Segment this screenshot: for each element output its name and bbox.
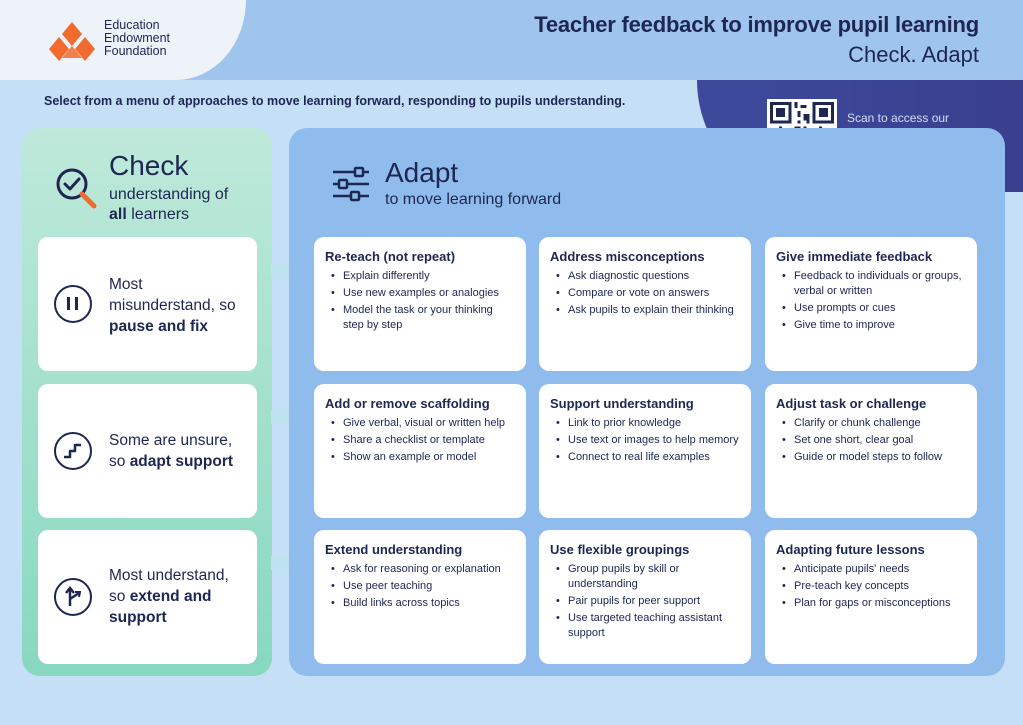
extend-line3	[109, 607, 229, 628]
branch-arrow-icon	[54, 578, 92, 616]
extend-line1: Most understand,	[109, 567, 229, 584]
pause-bold: pause and fix	[109, 318, 209, 335]
stairs-icon	[54, 432, 92, 470]
adapt-card-list	[325, 416, 516, 465]
adapt-card-title: Use flexible groupings	[550, 542, 690, 557]
magnifier-check-icon	[54, 166, 98, 210]
adapt-card-item: • Share a checklist or template	[325, 433, 516, 448]
check-card-extend-text	[109, 565, 229, 628]
adapt-card-title: Give immediate feedback	[776, 249, 933, 264]
adapt-card-item: • Plan for gaps or misconceptions	[776, 596, 967, 611]
check-card-pause	[38, 237, 257, 371]
org-name-line1: Education	[104, 18, 160, 32]
adapt-bold: adapt support	[129, 453, 234, 470]
check-subtitle	[109, 185, 228, 225]
adapt-card	[765, 530, 977, 664]
check-subtitle-rest: learners	[126, 206, 190, 223]
adapt-card-list	[550, 562, 741, 641]
check-card-pause-text	[109, 274, 236, 337]
adapt-card-item: • Build links across topics	[325, 596, 516, 611]
org-name-line3: Foundation	[104, 44, 167, 58]
adapt-title: Adapt	[385, 157, 459, 188]
adapt-card-item: • Show an example or model	[325, 450, 516, 465]
org-name-line2: Endowment	[104, 31, 171, 45]
adapt-card-item: • Link to prior knowledge	[550, 416, 741, 431]
adapt-card-list	[550, 416, 741, 465]
check-title: Check	[109, 150, 189, 181]
adapt-card-item: • Pre-teach key concepts	[776, 579, 967, 594]
adapt-card-item: • Give verbal, visual or written help	[325, 416, 516, 431]
adapt-card	[539, 384, 751, 518]
adapt-card-item: • Guide or model steps to follow	[776, 450, 967, 465]
adapt-card-title: Re-teach (not repeat)	[325, 249, 456, 264]
adapt-card	[539, 237, 751, 371]
logo-mark-icon	[46, 20, 98, 64]
adapt-card-item: • Feedback to individuals or groups, verbal or written	[776, 269, 967, 299]
pause-bold-row	[109, 316, 236, 337]
adapt-panel	[289, 128, 1005, 676]
header-band	[0, 0, 1023, 80]
adapt-card-item: • Connect to real life examples	[550, 450, 741, 465]
pause-line1: Most	[109, 276, 143, 293]
adapt-card-item: • Use targeted teaching assistant support	[550, 611, 741, 641]
adapt-card-item: • Use peer teaching	[325, 579, 516, 594]
check-column	[22, 128, 272, 676]
adapt-card-item: • Model the task or your thinking step by step	[325, 303, 516, 333]
sliders-icon	[331, 166, 371, 202]
adapt-line2	[109, 451, 233, 472]
adapt-card	[539, 530, 751, 664]
adapt-card-title: Support understanding	[550, 396, 694, 411]
adapt-card-title: Adapting future lessons	[776, 542, 925, 557]
adapt-card-item: • Clarify or chunk challenge	[776, 416, 967, 431]
check-subtitle-line2	[109, 205, 228, 225]
page-title: Teacher feedback to improve pupil learning	[534, 12, 979, 37]
extend-line2	[109, 586, 229, 607]
adapt-card-item: • Explain differently	[325, 269, 516, 284]
adapt-card-title: Address misconceptions	[550, 249, 705, 264]
adapt-card-title: Add or remove scaffolding	[325, 396, 490, 411]
adapt-card-item: • Use text or images to help memory	[550, 433, 741, 448]
adapt-card	[314, 530, 526, 664]
adapt-pre: so	[109, 453, 130, 470]
adapt-card-title: Extend understanding	[325, 542, 463, 557]
extend-bold2: support	[109, 609, 167, 626]
adapt-card-item: • Compare or vote on answers	[550, 286, 741, 301]
adapt-card-item: • Ask diagnostic questions	[550, 269, 741, 284]
pause-icon	[54, 285, 92, 323]
extend-pre: so	[109, 588, 130, 605]
adapt-card-list	[325, 269, 516, 333]
adapt-card-list	[776, 269, 967, 333]
adapt-card-item: • Pair pupils for peer support	[550, 594, 741, 609]
adapt-card-list	[325, 562, 516, 611]
logo-area	[0, 0, 246, 80]
pause-line2: misunderstand, so	[109, 297, 236, 314]
org-name	[104, 19, 170, 58]
adapt-card-item: • Give time to improve	[776, 318, 967, 333]
adapt-card	[314, 384, 526, 518]
adapt-card-item: • Set one short, clear goal	[776, 433, 967, 448]
check-subtitle-bold: all	[109, 206, 127, 223]
qr-caption-line1: Scan to access our	[847, 111, 950, 125]
adapt-card-item: • Use new examples or analogies	[325, 286, 516, 301]
adapt-card-item: • Ask pupils to explain their thinking	[550, 303, 741, 318]
adapt-card	[765, 237, 977, 371]
adapt-line1: Some are unsure,	[109, 432, 233, 449]
adapt-card-list	[550, 269, 741, 318]
check-card-extend	[38, 530, 257, 664]
adapt-card-item: • Use prompts or cues	[776, 301, 967, 316]
page-subtitle: Check. Adapt	[848, 42, 979, 67]
adapt-card-item: • Group pupils by skill or understanding	[550, 562, 741, 592]
check-subtitle-line1: understanding of	[109, 186, 229, 203]
adapt-card-item: • Anticipate pupils' needs	[776, 562, 967, 577]
check-card-adapt-text	[109, 430, 233, 472]
adapt-card-list	[776, 562, 967, 611]
check-card-adapt	[38, 384, 257, 518]
extend-bold1: extend and	[129, 588, 212, 605]
adapt-card-list	[776, 416, 967, 465]
adapt-subtitle: to move learning forward	[385, 191, 562, 208]
adapt-card	[765, 384, 977, 518]
intro-text: Select from a menu of approaches to move learning forward, responding to pupils understanding.	[44, 94, 626, 108]
adapt-card	[314, 237, 526, 371]
adapt-card-item: • Ask for reasoning or explanation	[325, 562, 516, 577]
adapt-card-title: Adjust task or challenge	[776, 396, 927, 411]
